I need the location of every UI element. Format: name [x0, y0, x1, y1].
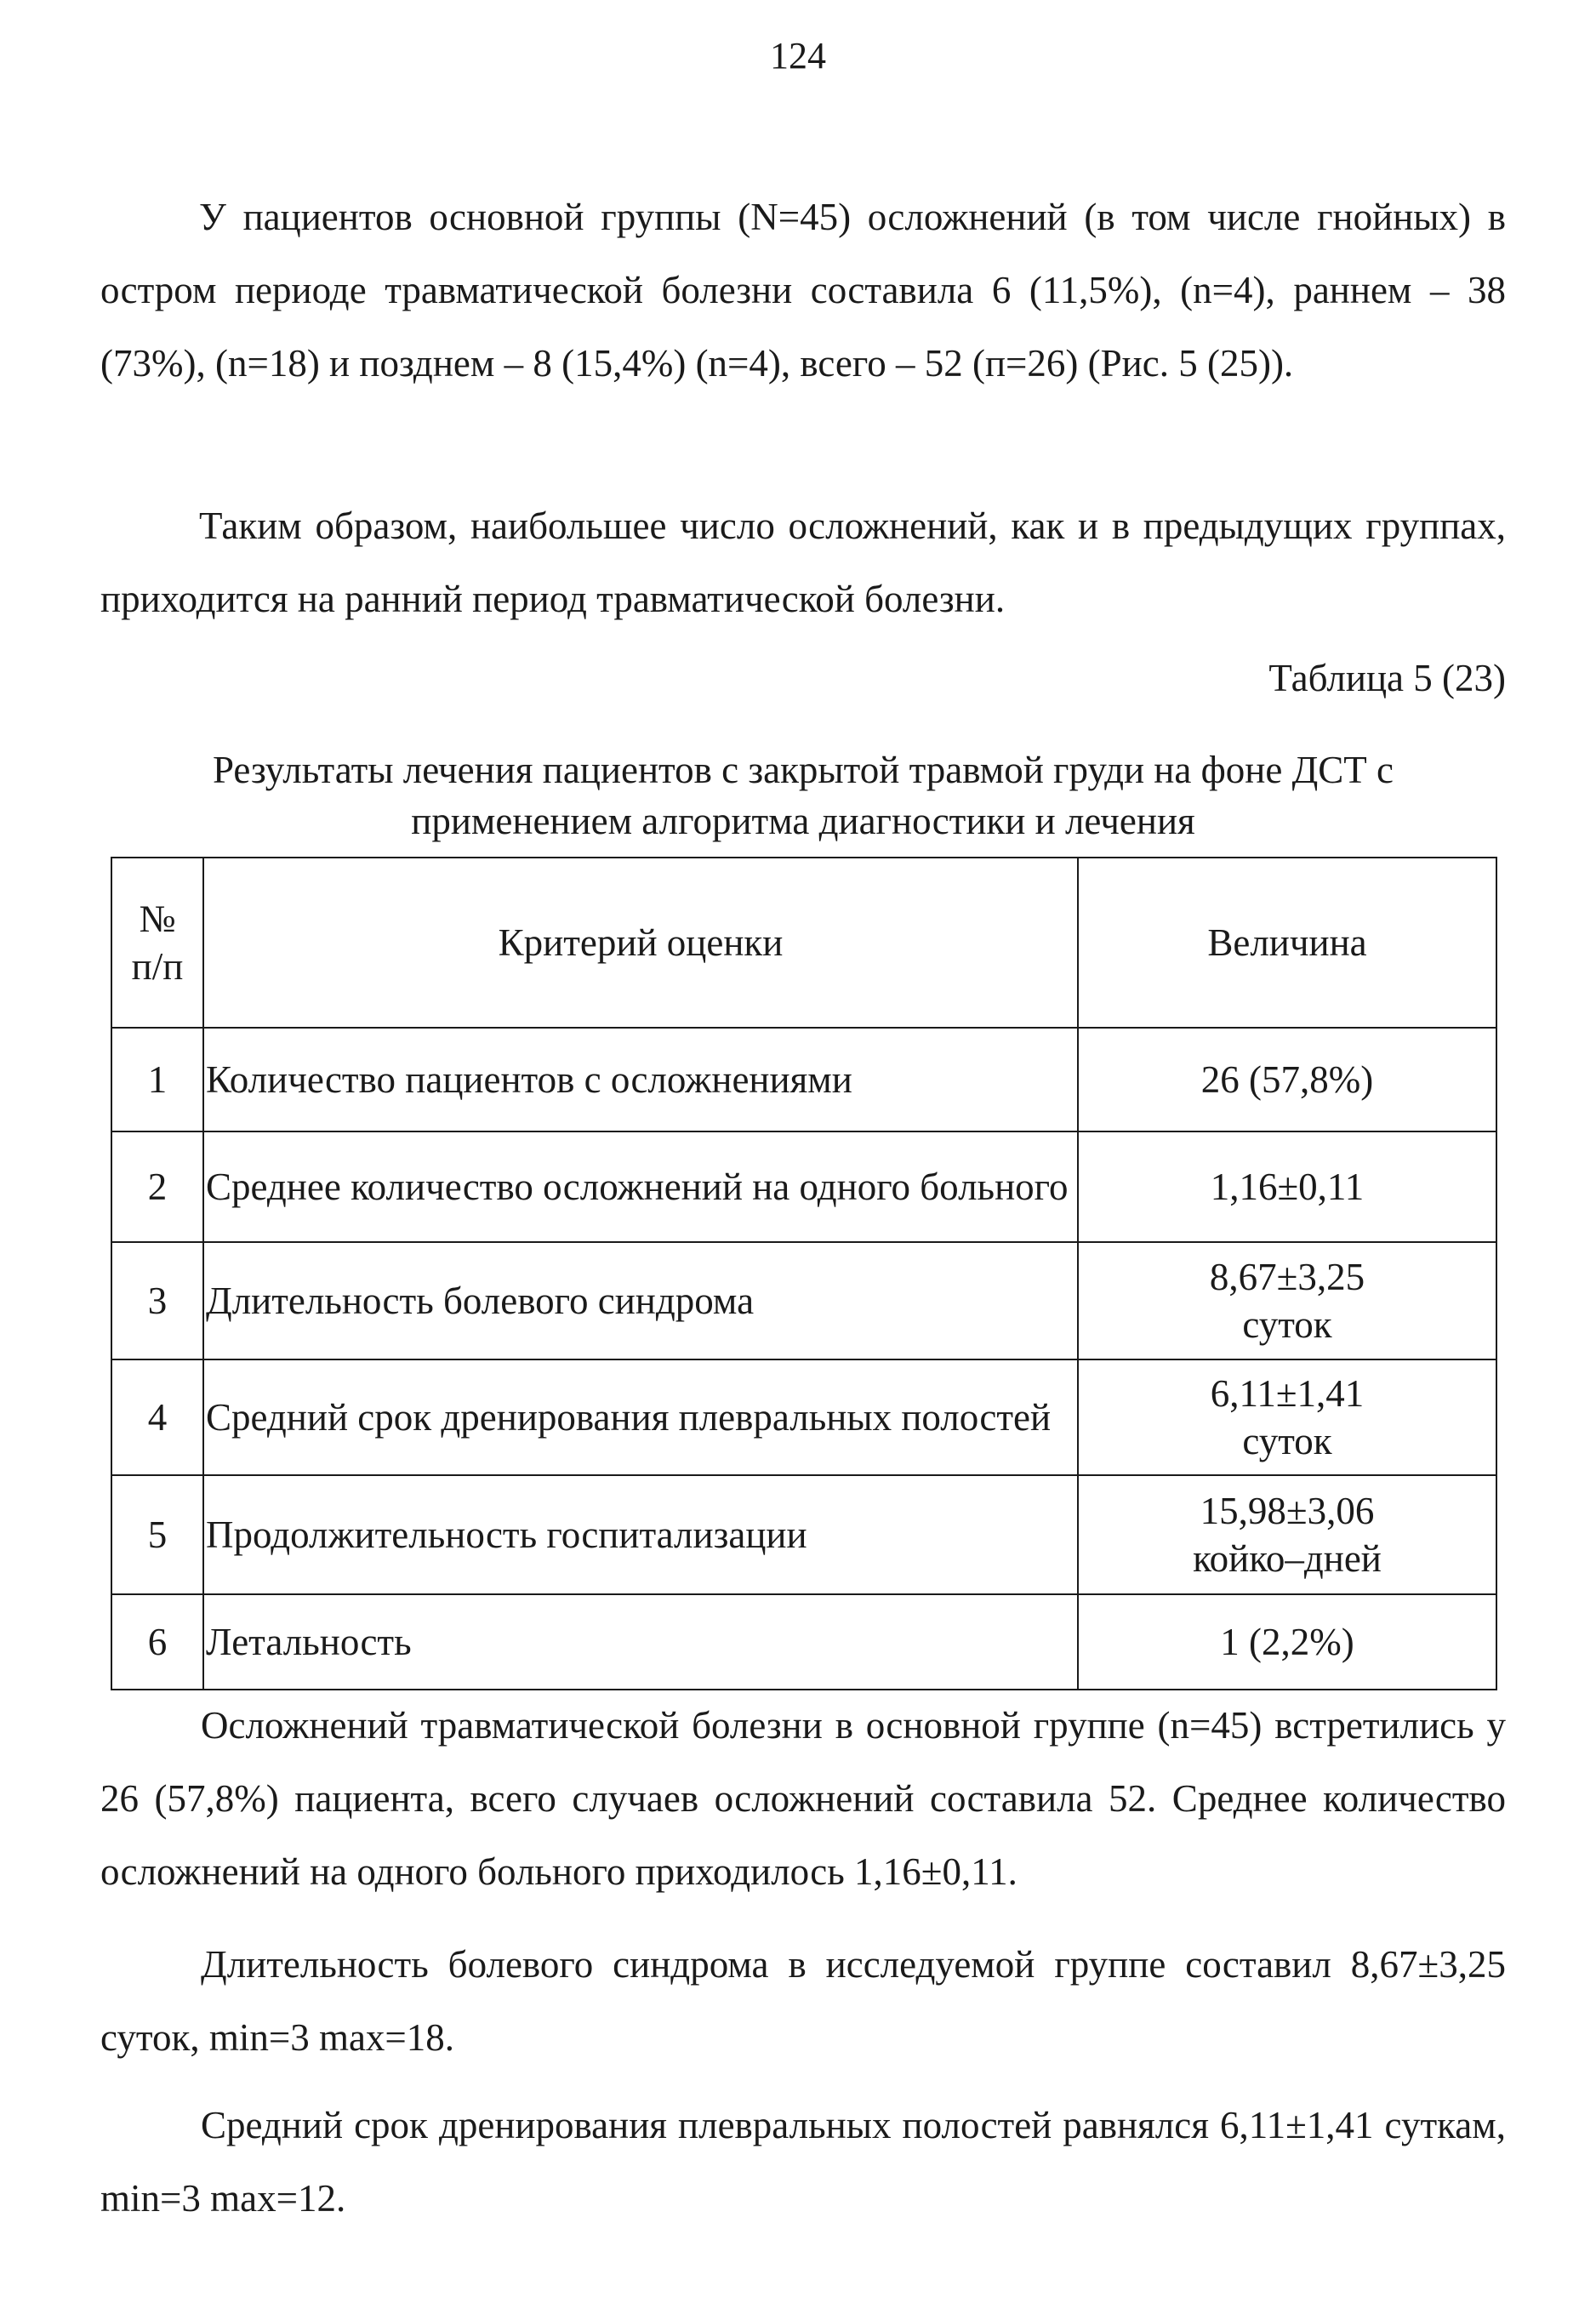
- row-value: [1078, 1594, 1496, 1690]
- row-value-main: 1 (2,2%): [1220, 1621, 1354, 1663]
- row-value: [1078, 1475, 1496, 1594]
- row-criterion: Средний срок дренирования плевральных полостей: [203, 1359, 1078, 1475]
- table-title-line-2: применением алгоритма диагностики и лечения: [411, 800, 1195, 842]
- row-number: 2: [111, 1131, 203, 1242]
- row-value-unit: суток: [1242, 1420, 1332, 1462]
- paragraph-complications: У пациентов основной группы (N=45) осложнений (в том числе гнойных) в остром периоде травматической болезни составила 6 (11,5%), (n=4), раннем – 38 (73%), (n=18) и позднем – 8 (15,4%) (n=4), всего – 52 (п=26) (Рис. 5 (25)).: [100, 196, 1506, 385]
- table-header-row: [111, 858, 1496, 1028]
- table-row: [111, 1028, 1496, 1131]
- row-criterion: Среднее количество осложнений на одного больного: [203, 1131, 1078, 1242]
- row-value-main: 6,11±1,41: [1210, 1372, 1365, 1415]
- row-value-main: 8,67±3,25: [1209, 1256, 1365, 1298]
- row-value-main: 15,98±3,06: [1200, 1490, 1375, 1532]
- row-criterion: Продолжительность госпитализации: [203, 1475, 1078, 1594]
- row-value: [1078, 1131, 1496, 1242]
- row-number: 3: [111, 1242, 203, 1359]
- paragraph-drainage-duration: Средний срок дренирования плевральных полостей равнялся 6,11±1,41 суткам, min=3 max=12.: [100, 2104, 1506, 2220]
- table-row: [111, 1131, 1496, 1242]
- table-row: [111, 1594, 1496, 1690]
- row-value: [1078, 1359, 1496, 1475]
- table-row: [111, 1475, 1496, 1594]
- header-number-cell: [111, 858, 203, 1028]
- paragraph-complications-summary: Осложнений травматической болезни в основной группе (n=45) встретились у 26 (57,8%) пациента, всего случаев осложнений составила 52. Среднее количество осложнений на одного больного приходилось 1,16±0,11.: [100, 1704, 1506, 1893]
- row-value-main: 1,16±0,11: [1210, 1166, 1365, 1208]
- row-value-unit: суток: [1242, 1303, 1332, 1346]
- row-criterion: Летальность: [203, 1594, 1078, 1690]
- table-row: [111, 1359, 1496, 1475]
- row-number: 1: [111, 1028, 203, 1131]
- table-title-line-1: Результаты лечения пациентов с закрытой травмой груди на фоне ДСТ с: [212, 749, 1394, 791]
- header-number-abbr: п/п: [131, 945, 184, 988]
- row-value-main: 26 (57,8%): [1200, 1058, 1374, 1101]
- row-criterion: Длительность болевого синдрома: [203, 1242, 1078, 1359]
- row-value-unit: койко–дней: [1193, 1537, 1382, 1580]
- header-criterion-cell: Критерий оценки: [203, 858, 1078, 1028]
- row-number: 4: [111, 1359, 203, 1475]
- header-value-cell: Величина: [1078, 858, 1496, 1028]
- row-value: [1078, 1242, 1496, 1359]
- header-number-symbol: №: [139, 898, 176, 940]
- row-number: 6: [111, 1594, 203, 1690]
- paragraph-pain-duration: Длительность болевого синдрома в исследуемой группе составил 8,67±3,25 суток, min=3 max=18.: [100, 1943, 1506, 2059]
- row-value: [1078, 1028, 1496, 1131]
- table-row: [111, 1242, 1496, 1359]
- table-caption: Таблица 5 (23): [1268, 657, 1506, 699]
- row-number: 5: [111, 1475, 203, 1594]
- paragraph-conclusion: Таким образом, наибольшее число осложнений, как и в предыдущих группах, приходится на ранний период травматической болезни.: [100, 504, 1506, 620]
- table-title: [100, 744, 1506, 846]
- page-number: 124: [770, 35, 826, 77]
- results-table: [111, 857, 1497, 1690]
- row-criterion: Количество пациентов с осложнениями: [203, 1028, 1078, 1131]
